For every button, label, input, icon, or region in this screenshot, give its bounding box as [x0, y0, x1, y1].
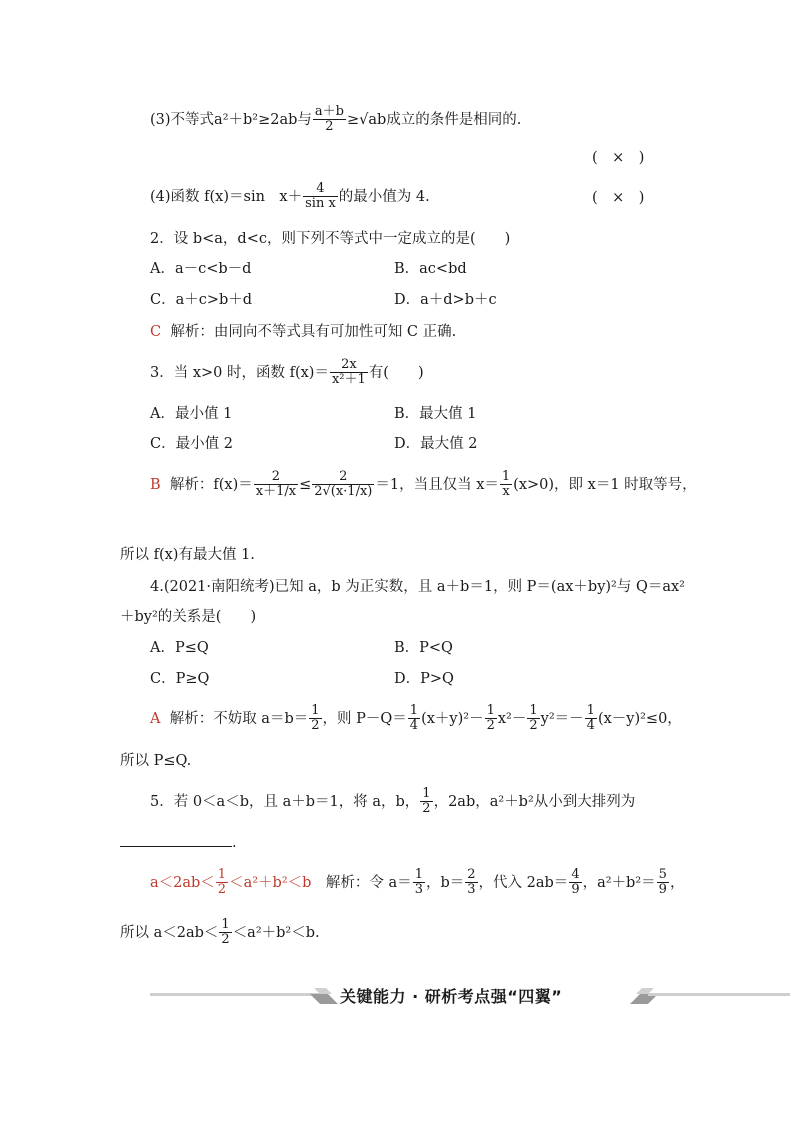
- answer-letter: A: [150, 710, 161, 727]
- answer-text: ＜a²＋b²＜b: [229, 874, 312, 891]
- fraction: $\frac{1}{2}$: [221, 917, 230, 948]
- q4-stem-1: 4.(2021·南阳统考)已知 a，b 为正实数，且 a＋b＝1，则 P＝(ax＋by)²与 Q＝ax²: [150, 579, 685, 595]
- q4-option-c: C．P≥Q: [150, 671, 210, 687]
- fraction: $\frac{2}{x+1/x}$: [255, 469, 297, 500]
- item4-line: (4)函数 f(x)＝sin x＋ $\frac{4}{\text{sin x}}$ 的最小值为 4.: [150, 181, 430, 212]
- banner-ornament-right: [628, 986, 658, 1006]
- banner-rule-left: [150, 993, 320, 996]
- fraction: $\frac{5}{9}$: [658, 867, 667, 898]
- fraction: $\frac{2x}{\text{x²＋1}}$: [331, 357, 366, 388]
- fraction: $\frac{2}{2√(x\cdot 1/x)}$: [314, 469, 373, 500]
- fraction: $\frac{1}{x}$: [501, 469, 511, 500]
- fraction: $\frac{1}{2}$: [311, 703, 320, 734]
- answer-blank: [120, 846, 232, 847]
- fraction: $\frac{4}{9}$: [571, 867, 580, 898]
- item4-answer: ( × ): [592, 190, 645, 206]
- fraction: $\frac{1}{2}$: [422, 786, 431, 817]
- q3-option-c: C．最小值 2: [150, 436, 233, 452]
- answer-letter: B: [150, 476, 161, 493]
- q4-stem-2: ＋by²的关系是( ): [120, 609, 257, 625]
- fraction: $\frac{1}{3}$: [414, 867, 423, 898]
- q4-option-d: D．P>Q: [394, 671, 454, 687]
- answer-letter: C: [150, 324, 162, 340]
- q3-option-b: B．最大值 1: [394, 406, 477, 422]
- q2-option-a: A．a－c<b－d: [150, 261, 252, 277]
- fraction: $\frac{2}{3}$: [467, 867, 476, 898]
- banner-rule-right: [648, 993, 790, 996]
- q3-option-a: A．最小值 1: [150, 406, 233, 422]
- fraction: $\frac{1}{2}$: [486, 703, 495, 734]
- q5-blank: .: [120, 836, 237, 851]
- q5-stem: 5．若 0＜a＜b，且 a＋b＝1，将 a，b， $\frac{1}{2}$ ，2ab，a²＋b²从小到大排列为: [150, 786, 636, 817]
- q3-answer-cont: 所以 f(x)有最大值 1.: [120, 547, 255, 563]
- fraction: $\frac{1}{2}$: [217, 867, 227, 898]
- q2-answer: C 解析：由同向不等式具有可加性可知 C 正确.: [150, 324, 457, 340]
- q3-stem: 3．当 x>0 时，函数 f(x)＝ $\frac{2x}{\text{x²＋1}}$ 有( ): [150, 357, 424, 388]
- q5-answer: a＜2ab＜ $\frac{1}{2}$ ＜a²＋b²＜b 解析：令 a＝ $\frac{1}{3}$ ，b＝ $\frac{2}{3}$ ，代入 2ab＝ $\frac{4}{9}$ ，a²＋b²＝ $\frac{5}{9}$ ，: [150, 867, 685, 898]
- fraction: $\frac{1}{2}$: [529, 703, 538, 734]
- q2-stem: 2．设 b<a，d<c，则下列不等式中一定成立的是( ): [150, 231, 511, 247]
- item3-line: (3)不等式a²＋b²≥2ab与 $\frac{a+b}{2}$ ≥√ab成立的条件是相同的.: [150, 104, 522, 135]
- fraction: $\frac{1}{4}$: [586, 703, 595, 734]
- fraction: $\frac{4}{\text{sin x}}$: [305, 181, 336, 212]
- fraction: $\frac{a+b}{2}$: [314, 104, 344, 135]
- q4-option-a: A．P≤Q: [150, 640, 209, 656]
- q4-option-b: B．P<Q: [394, 640, 453, 656]
- section-banner: [150, 984, 790, 1014]
- fraction: $\frac{1}{4}$: [409, 703, 419, 734]
- answer-text: a＜2ab＜: [150, 874, 215, 891]
- section-title: 关键能力 · 研析考点强“四翼”: [340, 987, 563, 1006]
- q2-option-c: C．a＋c>b＋d: [150, 292, 253, 308]
- item3-answer: ( × ): [592, 150, 645, 166]
- banner-ornament-left: [310, 986, 340, 1006]
- q4-answer: A 解析：不妨取 a＝b＝ $\frac{1}{2}$ ，则 P－Q＝ $\frac{1}{4}$ (x＋y)²－ $\frac{1}{2}$ x²－ $\frac{1}{2}$ y²＝－ $\frac{1}{4}$ (x－y)²≤0，: [150, 703, 682, 734]
- q4-answer-cont: 所以 P≤Q.: [120, 753, 192, 769]
- q2-option-b: B．ac<bd: [394, 261, 467, 277]
- q3-answer: B 解析：f(x)＝ $\frac{2}{x+1/x}$ ≤ $\frac{2}{2√(x\cdot 1/x)}$ ＝1，当且仅当 x＝ $\frac{1}{x}$ (x>0)，即 x＝1 时取等号，: [150, 469, 697, 500]
- q2-option-d: D．a＋d>b＋c: [394, 292, 497, 308]
- q5-answer-cont: 所以 a＜2ab＜ $\frac{1}{2}$ ＜a²＋b²＜b.: [120, 917, 320, 948]
- q3-option-d: D．最大值 2: [394, 436, 478, 452]
